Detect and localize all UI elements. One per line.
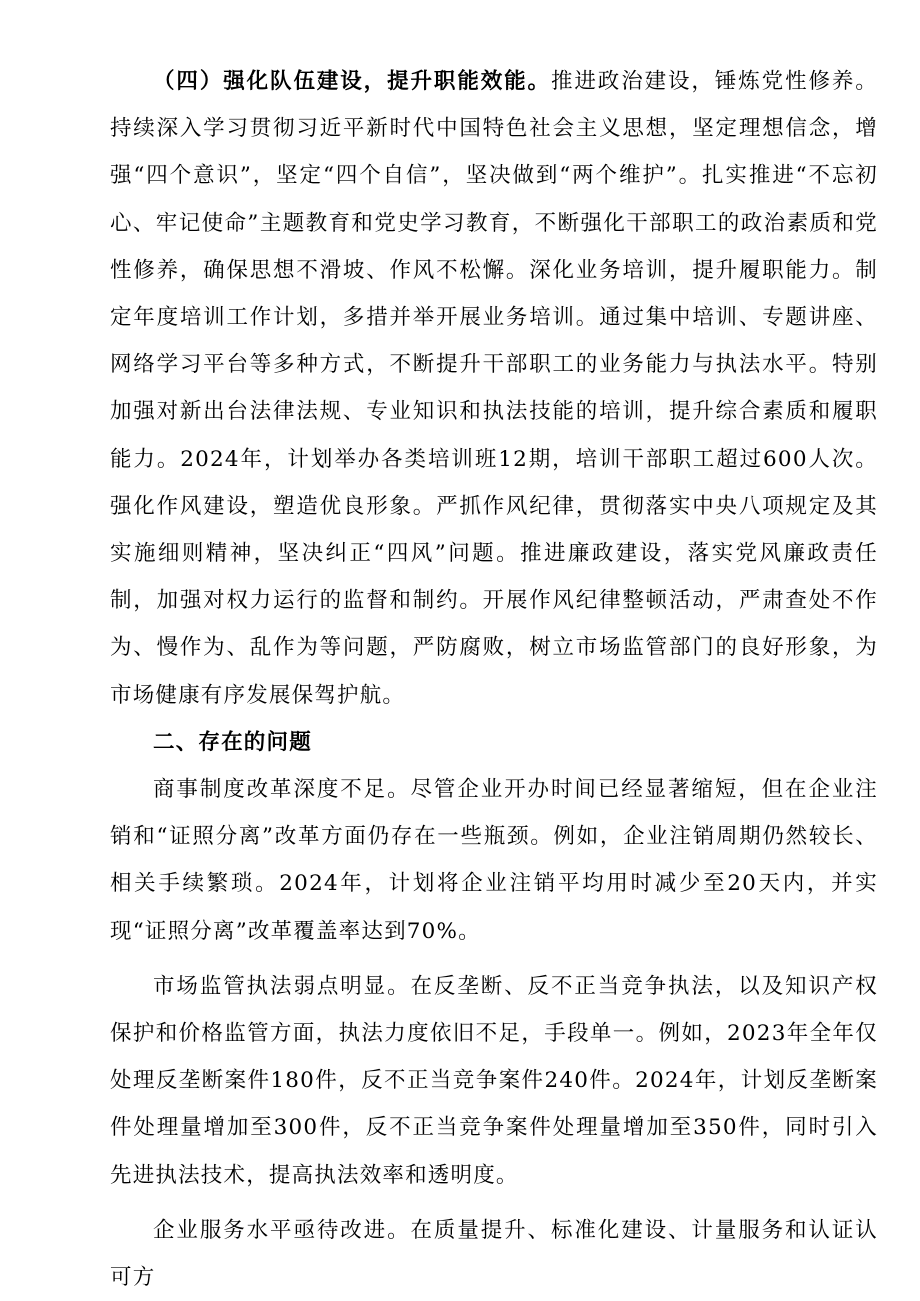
- section-four-lead: （四）强化队伍建设，提升职能效能。: [153, 69, 551, 94]
- problem-paragraph-2: 市场监管执法弱点明显。在反垄断、反不正当竞争执法，以及知识产权保护和价格监管方面，执法力度依旧不足，手段单一。例如，2023年全年仅处理反垄断案件180件，反不正当竞争案件240件。2024年，计划反垄断案件处理量增加至300件，反不正当竞争案件处理量增加至350件，同时引入先进执法技术，提高执法效率和透明度。: [110, 973, 878, 1188]
- document-page: [110, 58, 878, 1301]
- problem-paragraph-1: 商事制度改革深度不足。尽管企业开办时间已经显著缩短，但在企业注销和“证照分离”改革方面仍存在一些瓶颈。例如，企业注销周期仍然较长、相关手续繁琐。2024年，计划将企业注销平均用时减少至20天内，并实现“证照分离”改革覆盖率达到70%。: [110, 777, 878, 944]
- section-four-paragraph: [110, 58, 878, 719]
- problem-paragraph-3: 企业服务水平亟待改进。在质量提升、标准化建设、计量服务和认证认可方: [110, 1217, 878, 1291]
- section-two-heading: 二、存在的问题: [153, 729, 312, 755]
- section-four-body: 推进政治建设，锤炼党性修养。持续深入学习贯彻习近平新时代中国特色社会主义思想，坚定理想信念，增强“四个意识”，坚定“四个自信”，坚决做到“两个维护”。扎实推进“不忘初心、牢记使命”主题教育和党史学习教育，不断强化干部职工的政治素质和党性修养，确保思想不滑坡、作风不松懈。深化业务培训，提升履职能力。制定年度培训工作计划，多措并举开展业务培训。通过集中培训、专题讲座、网络学习平台等多种方式，不断提升干部职工的业务能力与执法水平。特别加强对新出台法律法规、专业知识和执法技能的培训，提升综合素质和履职能力。2024年，计划举办各类培训班12期，培训干部职工超过600人次。强化作风建设，塑造优良形象。严抓作风纪律，贯彻落实中央八项规定及其实施细则精神，坚决纠正“四风”问题。推进廉政建设，落实党风廉政责任制，加强对权力运行的监督和制约。开展作风纪律整顿活动，严肃查处不作为、慢作为、乱作为等问题，严防腐败，树立市场监管部门的良好形象，为市场健康有序发展保驾护航。: [110, 69, 878, 708]
